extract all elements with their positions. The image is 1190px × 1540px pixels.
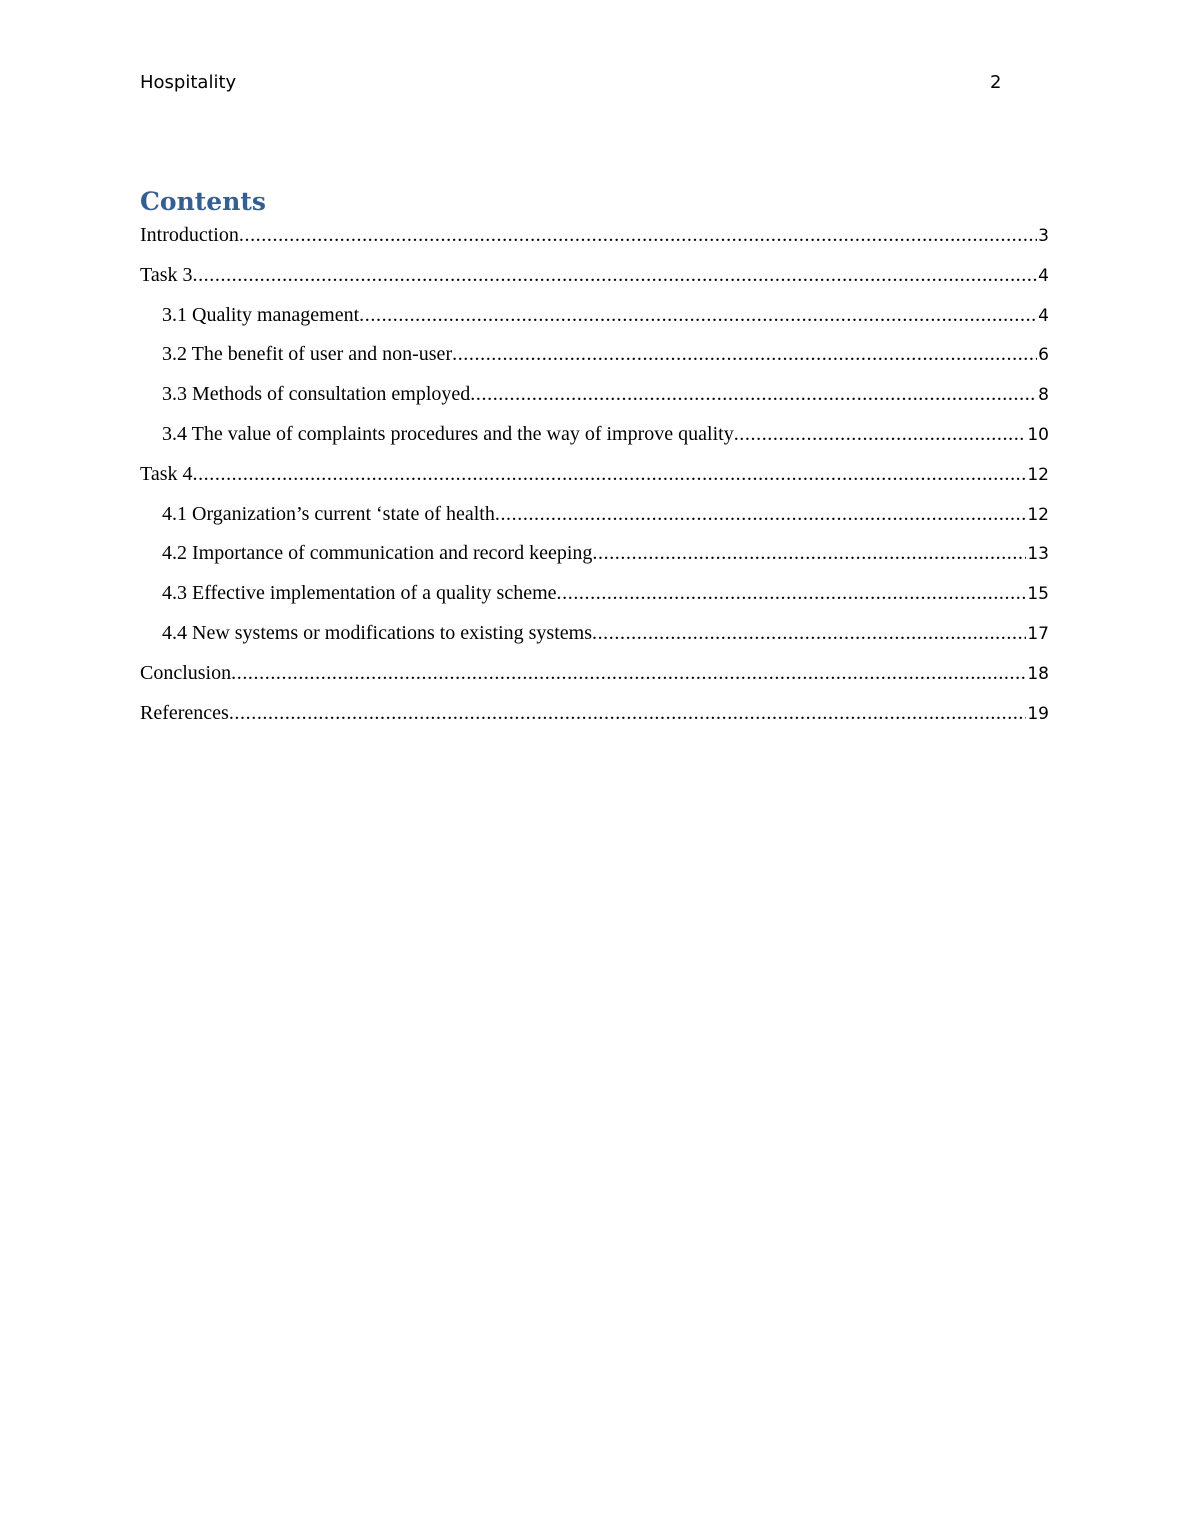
toc-entry[interactable] [140,662,1049,702]
toc-entry[interactable] [140,343,1049,383]
toc-dot-leader [557,582,1027,605]
toc-entry[interactable] [140,503,1049,543]
toc-entry[interactable] [140,304,1049,344]
toc-dot-leader [192,264,1037,287]
toc-entry[interactable] [140,383,1049,423]
toc-entry-page: 4 [1038,265,1049,286]
toc-dot-leader [359,304,1037,327]
toc-entry[interactable] [140,542,1049,582]
toc-entry-page: 18 [1027,663,1049,684]
toc-entry[interactable] [140,423,1049,463]
toc-entry-title: 3.2 The benefit of user and non-user [162,343,453,366]
toc-entry-page: 6 [1038,345,1049,366]
toc-dot-leader [592,622,1026,645]
toc-dot-leader [495,503,1027,526]
toc-dot-leader [452,343,1037,366]
toc-entry-title: 4.1 Organization’s current ‘state of health [162,502,495,525]
toc-entry-page: 19 [1027,703,1049,724]
toc-entry[interactable] [140,582,1049,622]
toc-entry[interactable] [140,463,1049,503]
toc-entry-title: Introduction [140,224,239,246]
toc-heading: Contents [140,187,267,216]
toc-dot-leader [239,224,1037,247]
toc-entry-title: 4.2 Importance of communication and record keeping [162,542,593,565]
toc-dot-leader [470,383,1037,406]
toc-entry-page: 8 [1038,385,1049,406]
toc-dot-leader [192,463,1026,486]
toc-entry-title: 4.3 Effective implementation of a quality scheme [162,582,557,605]
toc-dot-leader [734,423,1027,446]
toc-entry-title: 3.1 Quality management [162,303,360,326]
toc-entry[interactable] [140,702,1049,742]
toc-entry-page: 12 [1027,464,1049,485]
running-header-title: Hospitality [140,72,237,93]
toc-dot-leader [231,662,1026,685]
toc-entry-title: 3.4 The value of complaints procedures and the way of improve quality [162,422,734,445]
table-of-contents [140,224,1049,741]
toc-entry[interactable] [140,622,1049,662]
toc-entry-title: Task 4 [140,462,193,485]
toc-entry-page: 15 [1027,584,1049,605]
toc-entry-title: References [140,701,229,724]
toc-entry-title: 3.3 Methods of consultation employed [162,383,471,406]
toc-entry-title: Task 3 [140,263,193,286]
page-number: 2 [990,72,1002,93]
toc-entry-page: 17 [1027,623,1049,644]
toc-dot-leader [229,702,1027,725]
toc-entry[interactable] [140,224,1049,264]
toc-dot-leader [592,542,1026,565]
toc-entry-title: Conclusion [140,661,232,684]
toc-entry-page: 3 [1038,226,1049,246]
toc-entry-page: 12 [1027,504,1049,525]
toc-entry[interactable] [140,264,1049,304]
toc-entry-page: 13 [1027,544,1049,565]
toc-entry-page: 10 [1027,424,1049,445]
toc-entry-title: 4.4 New systems or modifications to existing systems [162,621,592,644]
toc-entry-page: 4 [1038,305,1049,326]
